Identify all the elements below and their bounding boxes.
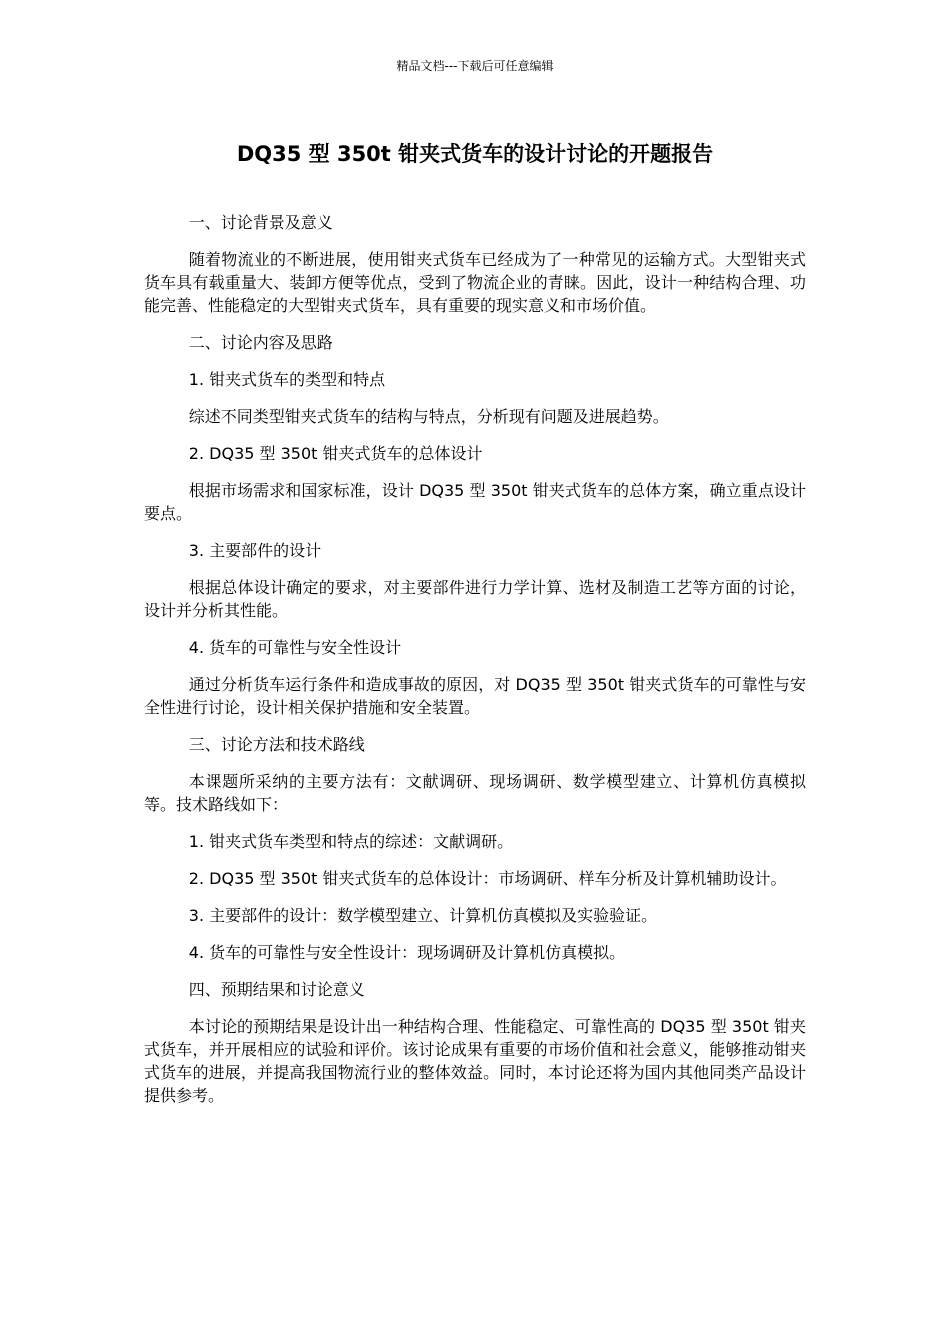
subheading-components: 3. 主要部件的设计: [188, 541, 322, 560]
section-heading-methods: 三、讨论方法和技术路线: [188, 735, 365, 754]
route-item-4: 4. 货车的可靠性与安全性设计：现场调研及计算机仿真模拟。: [188, 943, 626, 962]
paragraph-types: 综述不同类型钳夹式货车的结构与特点，分析现有问题及进展趋势。: [188, 407, 669, 426]
paragraph-methods: 本课题所采纳的主要方法有：文献调研、现场调研、数学模型建立、计算机仿真模拟等。技术路线如下：: [144, 772, 806, 814]
route-item-1: 1. 钳夹式货车类型和特点的综述：文献调研。: [188, 832, 514, 851]
subheading-types: 1. 钳夹式货车的类型和特点: [188, 370, 386, 389]
paragraph-reliability: 通过分析货车运行条件和造成事故的原因，对 DQ35 型 350t 钳夹式货车的可靠性与安全性进行讨论，设计相关保护措施和安全装置。: [144, 675, 806, 717]
page-header: 精品文档---下载后可任意编辑: [396, 59, 554, 73]
paragraph-results: 本讨论的预期结果是设计出一种结构合理、性能稳定、可靠性高的 DQ35 型 350t 钳夹式货车，并开展相应的试验和评价。该讨论成果有重要的市场价值和社会意义，能够推动钳夹式货车的进展，并提高我国物流行业的整体效益。同时，本讨论还将为国内其他同类产品设计提供参考。: [144, 1017, 806, 1105]
paragraph-background: 随着物流业的不断进展，使用钳夹式货车已经成为了一种常见的运输方式。大型钳夹式货车具有载重量大、装卸方便等优点，受到了物流企业的青睐。因此，设计一种结构合理、功能完善、性能稳定的大型钳夹式货车，具有重要的现实意义和市场价值。: [144, 250, 806, 315]
route-item-3: 3. 主要部件的设计：数学模型建立、计算机仿真模拟及实验验证。: [188, 906, 658, 925]
route-item-2: 2. DQ35 型 350t 钳夹式货车的总体设计：市场调研、样车分析及计算机辅助设计。: [188, 869, 787, 888]
document-title: DQ35 型 350t 钳夹式货车的设计讨论的开题报告: [236, 142, 714, 166]
subheading-overall-design: 2. DQ35 型 350t 钳夹式货车的总体设计: [188, 444, 483, 463]
section-heading-content: 二、讨论内容及思路: [188, 333, 333, 352]
subheading-reliability: 4. 货车的可靠性与安全性设计: [188, 638, 402, 657]
paragraph-overall-design: 根据市场需求和国家标准，设计 DQ35 型 350t 钳夹式货车的总体方案，确立重点设计要点。: [144, 481, 806, 523]
document-body: [144, 211, 806, 1121]
section-heading-results: 四、预期结果和讨论意义: [188, 980, 365, 999]
section-heading-background: 一、讨论背景及意义: [188, 213, 333, 232]
paragraph-components: 根据总体设计确定的要求，对主要部件进行力学计算、选材及制造工艺等方面的讨论，设计并分析其性能。: [144, 578, 806, 620]
